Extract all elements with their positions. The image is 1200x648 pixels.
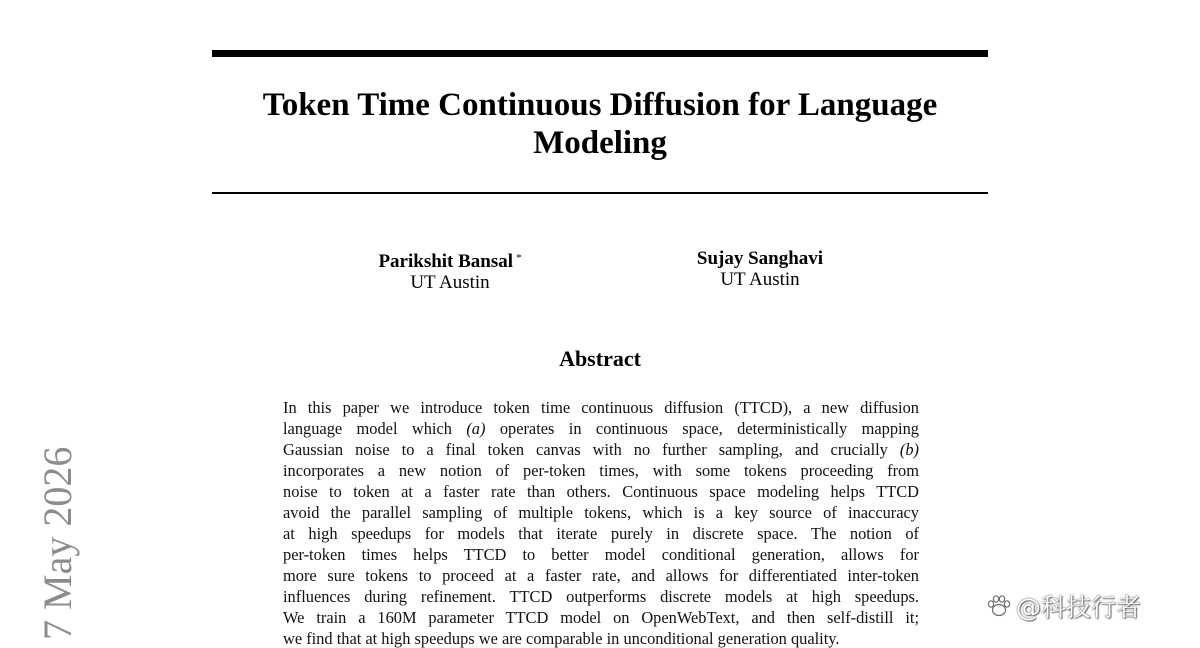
watermark: [986, 588, 1141, 624]
abstract-line: noise to token at a faster rate than others. Continuous space modeling helps TTCD: [283, 482, 919, 501]
abstract-heading: Abstract: [559, 346, 641, 371]
paper-title: [212, 86, 988, 162]
abstract-line: incorporates a new notion of per-token times, with some tokens proceeding from: [283, 461, 919, 480]
abstract-line: Gaussian noise to a final token canvas with no further sampling, and crucially (b): [283, 440, 919, 459]
abstract-emphasis: (a): [466, 419, 486, 438]
abstract-body: [283, 397, 919, 648]
title-top-rule: [212, 50, 988, 57]
author-affiliation-2: UT Austin: [720, 269, 800, 290]
paper-title-line-1: Token Time Continuous Diffusion for Language: [262, 87, 938, 123]
abstract-line: we find that at high speedups we are comparable in unconditional generation quality.: [283, 629, 840, 648]
author-name-2: Sujay Sanghavi: [696, 248, 824, 269]
abstract-line: per-token times helps TTCD to better model conditional generation, allows for: [283, 545, 919, 564]
abstract-line: at high speedups for models that iterate purely in discrete space. The notion of: [283, 524, 919, 543]
author-footnote-mark: *: [516, 252, 522, 264]
watermark-text: @科技行者: [1016, 593, 1142, 622]
author-affiliation-1: UT Austin: [410, 272, 490, 293]
arxiv-margin-date: 7 May 2026: [35, 446, 80, 640]
title-bottom-rule: [212, 192, 988, 194]
author-block-2: [670, 248, 850, 290]
abstract-line: In this paper we introduce token time continuous diffusion (TTCD), a new diffusion: [283, 398, 919, 417]
abstract-line: We train a 160M parameter TTCD model on OpenWebText, and then self-distill it;: [283, 608, 919, 627]
abstract-line: influences during refinement. TTCD outperforms discrete models at high speedups.: [283, 587, 919, 606]
paw-icon: [986, 593, 1012, 619]
abstract-line: more sure tokens to proceed at a faster rate, and allows for differentiated inter-token: [283, 566, 919, 585]
author-block-1: [360, 248, 540, 293]
paper-title-line-2: Modeling: [533, 125, 667, 161]
abstract-line: avoid the parallel sampling of multiple tokens, which is a key source of inaccuracy: [283, 503, 919, 522]
abstract-emphasis: (b): [899, 440, 919, 459]
author-name-1: Parikshit Bansal *: [378, 251, 522, 272]
abstract-line: language model which (a) operates in continuous space, deterministically mapping: [283, 419, 919, 438]
